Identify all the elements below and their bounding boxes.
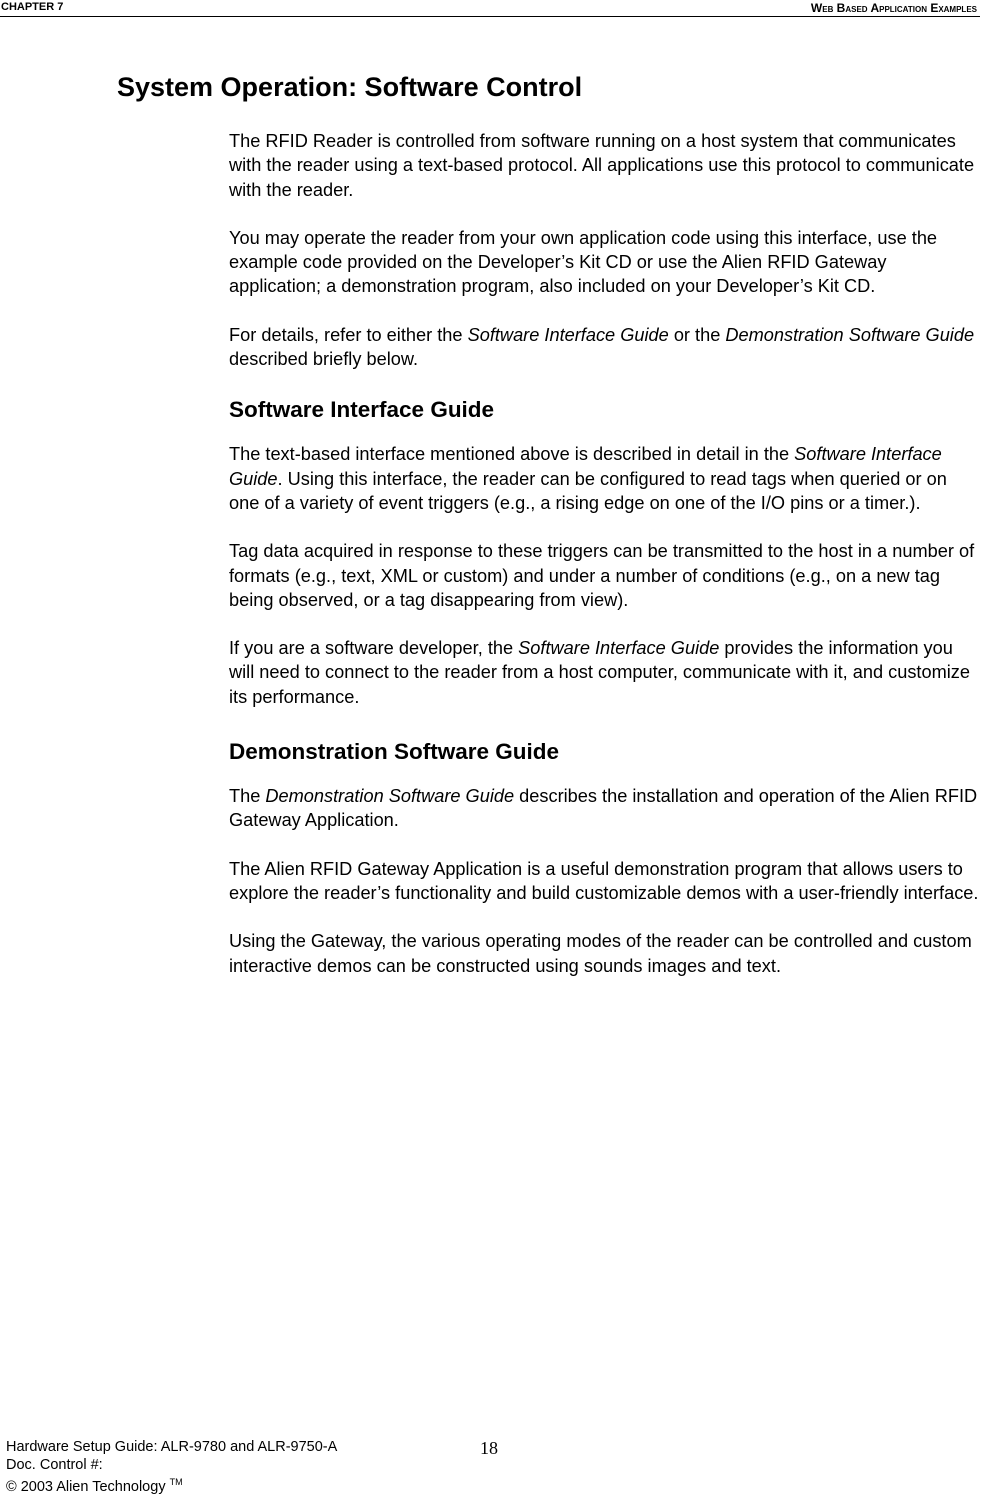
footer-doc-control: Doc. Control #: (6, 1456, 103, 1473)
italic-guide-title: Software Interface Guide (229, 444, 942, 489)
text-run: described briefly below. (229, 349, 419, 370)
text-run: or the (668, 324, 726, 345)
running-header (0, 0, 980, 17)
text-run: The text-based interface mentioned above is described in detail in the (229, 444, 795, 465)
footer-guide-title: Hardware Setup Guide: ALR-9780 and ALR-9750-A (6, 1439, 338, 1455)
text-run: For details, refer to either the (229, 324, 468, 345)
italic-guide-title: Demonstration Software Guide (265, 786, 515, 807)
section-label: Web Based Application Examples (810, 1, 977, 15)
trademark-mark: TM (169, 1477, 183, 1487)
intro-paragraph-3 (229, 323, 979, 372)
text-run: describes the installation and operation of the Alien RFID Gateway Application. (229, 786, 978, 831)
italic-guide-title: Software Interface Guide (467, 324, 669, 345)
page-number: 18 (480, 1438, 498, 1458)
copyright-text: © 2003 Alien Technology (6, 1478, 166, 1495)
software-interface-paragraph-1 (229, 442, 979, 515)
chapter-label: CHAPTER 7 (1, 1, 64, 13)
demonstration-paragraph-3: Using the Gateway, the various operating modes of the reader can be controlled and custom interactive demos can be constructed using sounds images and text. (229, 931, 972, 976)
page-title: System Operation: Software Control (117, 72, 583, 102)
text-run: . Using this interface, the reader can be configured to read tags when queried or on one of a variety of event triggers (e.g., a rising edge on one of the I/O pins or a timer.). (229, 468, 947, 513)
intro-paragraph-2: You may operate the reader from your own application code using this interface, use the example code provided on the Developer’s Kit CD or use the Alien RFID Gateway application; a demonstration program, also included on your Developer’s Kit CD. (229, 227, 938, 297)
section-heading-demonstration: Demonstration Software Guide (229, 739, 560, 765)
italic-guide-title: Software Interface Guide (518, 638, 720, 659)
demonstration-paragraph-1 (229, 784, 979, 833)
text-run: The (229, 786, 266, 807)
text-run: If you are a software developer, the (229, 638, 519, 659)
text-run: provides the information you will need to connect to the reader from a host computer, communicate with it, and customize its performance. (229, 638, 970, 707)
software-interface-paragraph-3 (229, 636, 979, 709)
footer-copyright (6, 1474, 337, 1496)
section-heading-software-interface: Software Interface Guide (229, 397, 495, 423)
demonstration-paragraph-2: The Alien RFID Gateway Application is a useful demonstration program that allows users to explore the reader’s functionality and build customizable demos with a user-friendly interface. (229, 858, 979, 903)
italic-guide-title: Demonstration Software Guide (725, 324, 975, 345)
software-interface-paragraph-2: Tag data acquired in response to these triggers can be transmitted to the host in a number of formats (e.g., text, XML or custom) and under a number of conditions (e.g., on a new tag being observed, or a tag disappearing from view). (229, 541, 975, 610)
intro-paragraph-1: The RFID Reader is controlled from software running on a host system that communicates with the reader using a text-based protocol. All applications use this protocol to communicate with the reader. (229, 131, 975, 200)
running-footer (6, 1439, 337, 1496)
document-body (229, 129, 979, 1002)
